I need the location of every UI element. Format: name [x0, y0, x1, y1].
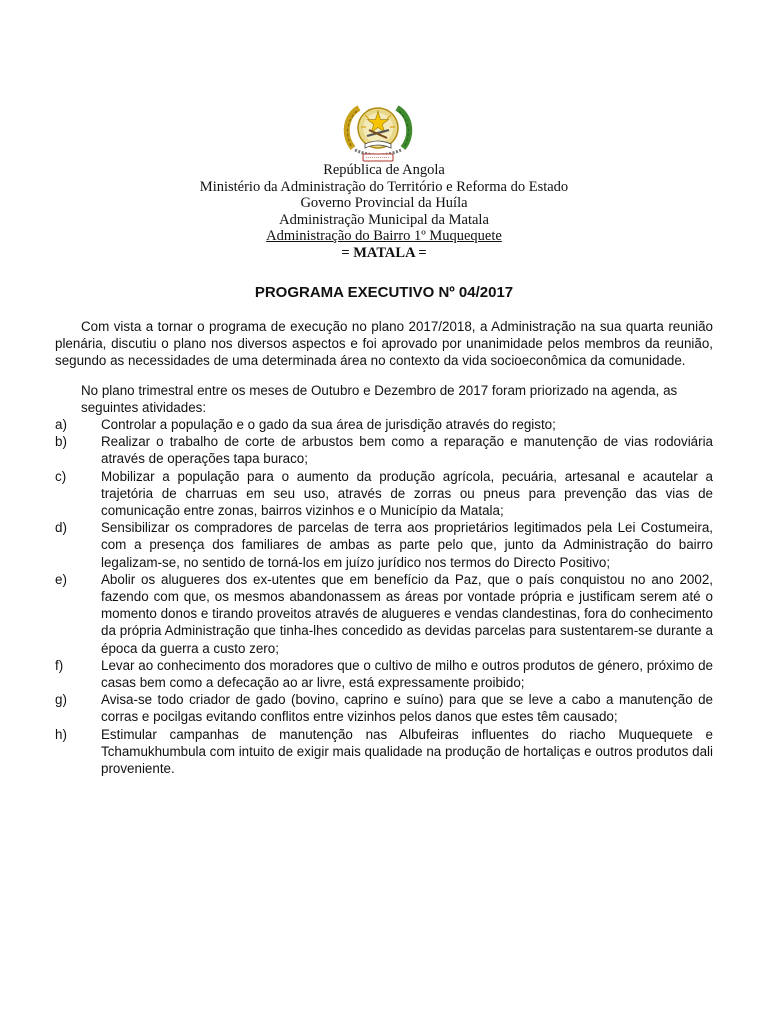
- activity-list: [55, 416, 713, 777]
- list-item-text: Mobilizar a população para o aumento da produção agrícola, pecuária, artesanal e acautelar a trajetória de charruas em seu uso, através de zorras ou pneus para prevenção das vias de comunicação entre zonas, bairros vizinhos e o Município da Matala;: [101, 468, 713, 519]
- list-marker: g): [55, 692, 67, 708]
- list-marker: e): [55, 571, 67, 587]
- list-marker: f): [55, 657, 64, 673]
- document-title: PROGRAMA EXECUTIVO Nº 04/2017: [254, 284, 514, 301]
- list-item: [55, 416, 713, 433]
- list-item-text: Sensibilizar os compradores de parcelas de terra aos proprietários legitimados pela Lei Costumeira, com a presença dos familiares de ambas as parte pelo que, junto da Administração do bairro legalizam-se, no sentido de torná-los em juízo jurídico nos termos do Directo Positivo;: [101, 520, 713, 570]
- list-marker: c): [55, 468, 67, 484]
- list-item-text: Avisa-se todo criador de gado (bovino, caprino e suíno) para que se leve a cabo a manutenção de corras e pocilgas evitando conflitos entre vizinhos pelos danos que estes têm causado;: [101, 692, 713, 725]
- list-item: [55, 433, 713, 467]
- list-item: [55, 468, 713, 520]
- list-item: [55, 571, 713, 657]
- list-item: [55, 519, 713, 571]
- document-body: [55, 318, 713, 777]
- list-item-text: Controlar a população e o gado da sua área de jurisdição através do registo;: [101, 417, 556, 433]
- list-item: [55, 691, 713, 725]
- header-line-ministry: Ministério da Administração do Território e Reforma do Estado: [199, 178, 569, 195]
- list-item-text: Estimular campanhas de manutenção nas Albufeiras influentes do riacho Muquequete e Tchamukhumbula com intuito de exigir mais qualidade na produção de hortaliças e outros produtos dali proveniente.: [101, 726, 713, 777]
- header-line-province: Governo Provincial da Huíla: [300, 195, 468, 212]
- list-marker: b): [55, 434, 67, 450]
- list-item: [55, 726, 713, 778]
- list-item: [55, 657, 713, 691]
- list-item-text: Levar ao conhecimento dos moradores que o cultivo de milho e outros produtos de género, próximo de casas bem como a defecação ao ar livre, está expressamente proibido;: [101, 657, 713, 691]
- header-line-municipality: Administração Municipal da Matala: [279, 211, 489, 228]
- header-line-city: = MATALA =: [341, 244, 427, 261]
- header-line-neighborhood: Administração do Bairro 1º Muquequete: [266, 228, 502, 245]
- agenda-paragraph: No plano trimestral entre os meses de Outubro e Dezembro de 2017 foram priorizado na agenda, as seguintes atividades:: [81, 382, 678, 415]
- header-line-republic: República de Angola: [323, 162, 445, 178]
- list-item-text: Realizar o trabalho de corte de arbustos bem como a reparação e manutenção de vias rodoviária através de operações tapa buraco;: [101, 434, 713, 467]
- list-item-text: Abolir os alugueres dos ex-utentes que em benefício da Paz, que o país conquistou no ano 2002, fazendo com que, os mesmos abandonassem as áreas por vontade própria e justificam serem até o momento donos e tirando proveitos através de alugueres e vendas clandestinas, fora do conhecimento da própria Administração que tinha-lhes concedido as devidas parcelas para sustentarem-se durante a época da guerra a custo zero;: [101, 571, 713, 656]
- intro-paragraph: Com vista a tornar o programa de execução no plano 2017/2018, a Administração na sua quarta reunião plenária, discutiu o plano nos diversos aspectos e foi aprovado por unanimidade pelos membros da reunião, segundo as necessidades de uma determinada área no contexto da vida socioeconômica da comunidade.: [55, 319, 713, 369]
- angola-emblem-icon: [341, 100, 415, 164]
- document-header: [0, 162, 768, 262]
- list-marker: d): [55, 520, 67, 536]
- list-marker: a): [55, 417, 67, 433]
- list-marker: h): [55, 726, 67, 742]
